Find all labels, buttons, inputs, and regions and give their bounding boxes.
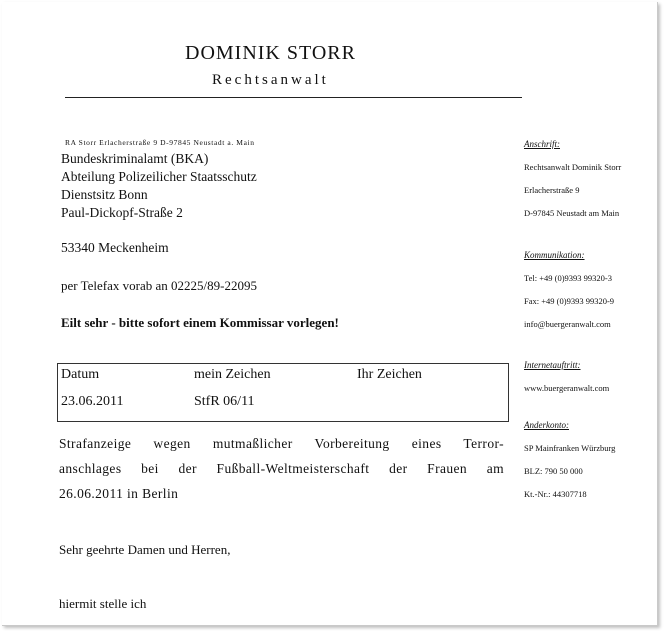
sidebar-address-line: D-97845 Neustadt am Main bbox=[524, 208, 620, 218]
fax-note: per Telefax vorab an 02225/89-22095 bbox=[61, 278, 257, 293]
sender-line: RA Storr Erlacherstraße 9 D-97845 Neustadt a. Main bbox=[65, 138, 255, 147]
letterhead-title: Rechtsanwalt bbox=[212, 72, 329, 88]
recipient-line: Abteilung Polizeilicher Staatsschutz bbox=[61, 169, 257, 184]
sidebar-email: info@buergeranwalt.com bbox=[524, 319, 611, 329]
ref-value-date: 23.06.2011 bbox=[61, 394, 124, 409]
sidebar-address-heading: Anschrift: bbox=[524, 139, 560, 149]
ref-value-my-ref: StfR 06/11 bbox=[194, 394, 255, 409]
sidebar-contact-heading: Kommunikation: bbox=[524, 250, 585, 260]
subject-line: Strafanzeige wegen mutmaßlicher Vorbereitung eines Terror- bbox=[59, 436, 504, 451]
salutation: Sehr geehrte Damen und Herren, bbox=[59, 542, 231, 557]
sidebar-website: www.buergeranwalt.com bbox=[524, 383, 610, 393]
letterhead-rule bbox=[65, 97, 522, 98]
ref-header-my-ref: mein Zeichen bbox=[194, 367, 271, 382]
sidebar-account-line: BLZ: 790 50 000 bbox=[524, 466, 583, 476]
sidebar-address-line: Erlacherstraße 9 bbox=[524, 185, 580, 195]
sidebar-phone: Tel: +49 (0)9393 99320-3 bbox=[524, 273, 613, 283]
ref-header-your-ref: Ihr Zeichen bbox=[357, 367, 422, 382]
ref-header-date: Datum bbox=[61, 367, 100, 382]
sidebar-account-heading: Anderkonto: bbox=[524, 420, 569, 430]
recipient-line: Paul-Dickopf-Straße 2 bbox=[61, 205, 183, 220]
recipient-city: 53340 Meckenheim bbox=[61, 240, 169, 255]
sidebar-account-line: Kt.-Nr.: 44307718 bbox=[524, 489, 587, 499]
body-text: hiermit stelle ich bbox=[59, 596, 147, 611]
recipient-line: Dienstsitz Bonn bbox=[61, 187, 148, 202]
sidebar-fax: Fax: +49 (0)9393 99320-9 bbox=[524, 296, 615, 306]
reference-box bbox=[57, 363, 509, 422]
subject-line: 26.06.2011 in Berlin bbox=[59, 486, 179, 501]
urgent-note: Eilt sehr - bitte sofort einem Kommissar vorlegen! bbox=[61, 315, 339, 330]
letterhead-name: DOMINIK STORR bbox=[185, 42, 356, 64]
sidebar-account-line: SP Mainfranken Würzburg bbox=[524, 443, 616, 453]
letter-page bbox=[2, 2, 658, 626]
sidebar-web-heading: Internetauftritt: bbox=[524, 360, 581, 370]
recipient-line: Bundeskriminalamt (BKA) bbox=[61, 151, 209, 166]
sidebar-address-line: Rechtsanwalt Dominik Storr bbox=[524, 162, 622, 172]
subject-line: anschlages bei der Fußball-Weltmeisterschaft der Frauen am bbox=[59, 461, 504, 476]
